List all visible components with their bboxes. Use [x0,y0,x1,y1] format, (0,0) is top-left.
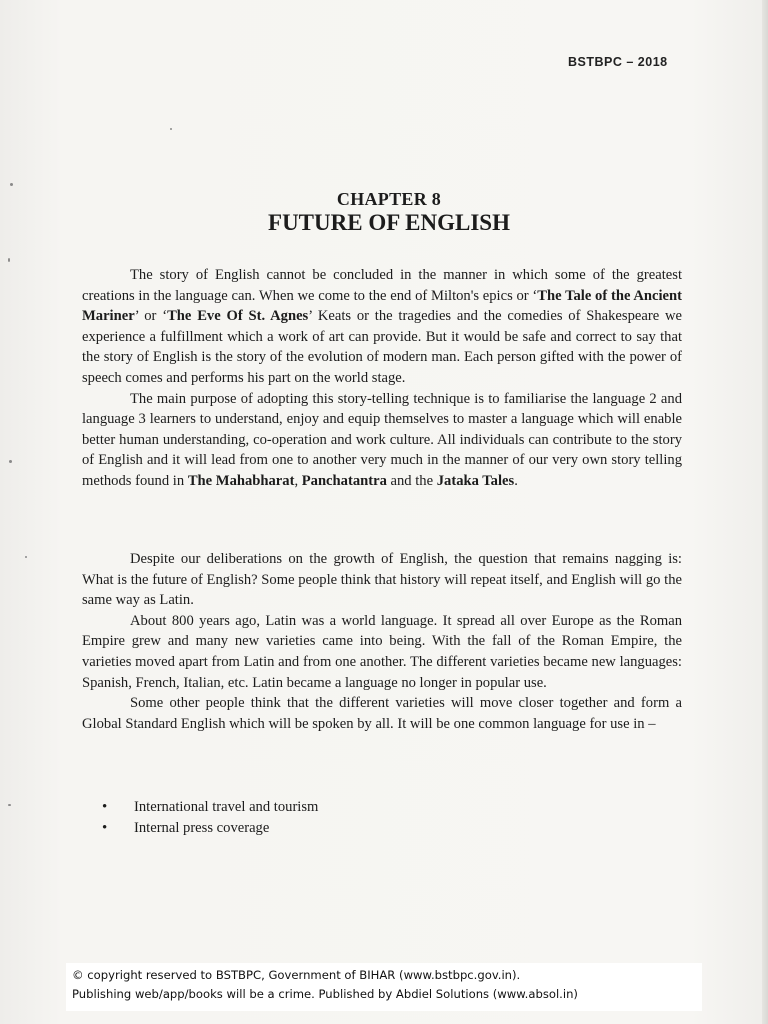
paragraph-text: and the [386,472,437,489]
paragraph-text: ’ or ‘ [134,308,168,325]
list-item: • International travel and tourism [102,797,318,818]
paragraph: About 800 years ago, Latin was a world language. It spread all over Europe as the Roman Empire grew and many new varieties came into being. With the fall of the Roman Empire, the varieties moved apart from Latin and from one another. The different varieties became new languages: Spanish, French, Italian, etc. Latin became a language no longer in popular use. [82,612,682,691]
list-item: • Internal press coverage [102,818,318,839]
page-edge-shadow [762,0,768,1024]
paragraph-text: The main purpose of adopting this story-telling technique is to familiarise the language 2 and language 3 learners to understand, enjoy and equip themselves to master a language which will enable better human understanding, co-operation and work culture. All individuals can contribute to the story of English and it will lead from one to another very much in the manner of our very own story telling methods found in [82,390,682,489]
publisher-line: Publishing web/app/books will be a crime. Published by Abdiel Solutions (www.absol.in) [72,987,578,1001]
work-title: Jataka Tales [436,472,515,489]
scan-speck [170,128,172,130]
copyright-footer [66,963,702,1011]
chapter-number: CHAPTER 8 [336,189,442,209]
scan-speck [8,258,10,262]
scan-speck [9,460,12,463]
paragraph: Despite our deliberations on the growth of English, the question that remains nagging is: What is the future of English? Some people think that history will repeat itself, and English will go the same way as Latin. [82,551,682,609]
work-title: The Tale of the Ancient Mariner [82,287,682,325]
bullet-list [102,797,318,839]
work-title: The Mahabharat [187,472,295,489]
paragraph [82,389,682,492]
paragraph [82,265,682,389]
work-title: Panchatantra [301,472,387,489]
document-code: BSTBPC – 2018 [568,55,668,69]
chapter-title: FUTURE OF ENGLISH [268,210,510,235]
body-text-block-1 [82,265,682,492]
paragraph: Some other people think that the different varieties will move closer together and form a Global Standard English which will be spoken by all. It will be one common language for use in – [82,695,682,732]
work-title: The Eve Of St. Agnes [167,308,309,325]
scan-speck [25,556,27,558]
copyright-line: © copyright reserved to BSTBPC, Government of BIHAR (www.bstbpc.gov.in). [72,968,521,982]
paragraph-text: The story of English cannot be concluded in the manner in which some of the greatest creations in the language can. When we come to the end of Milton's epics or ‘ [82,267,682,304]
paragraph-text: , [294,472,302,489]
body-text-block-2 [82,549,682,734]
scan-speck [8,804,11,806]
paragraph-text: . [514,472,518,489]
scan-speck [10,183,13,186]
paragraph-text: ’ Keats or the tragedies and the comedies of Shakespeare we experience a fulfillment which a work of art can provide. But it would be safe and correct to say that the story of English is the story of the evolution of modern man. Each person gifted with the power of speech comes and performs his part on the world stage. [82,308,682,386]
